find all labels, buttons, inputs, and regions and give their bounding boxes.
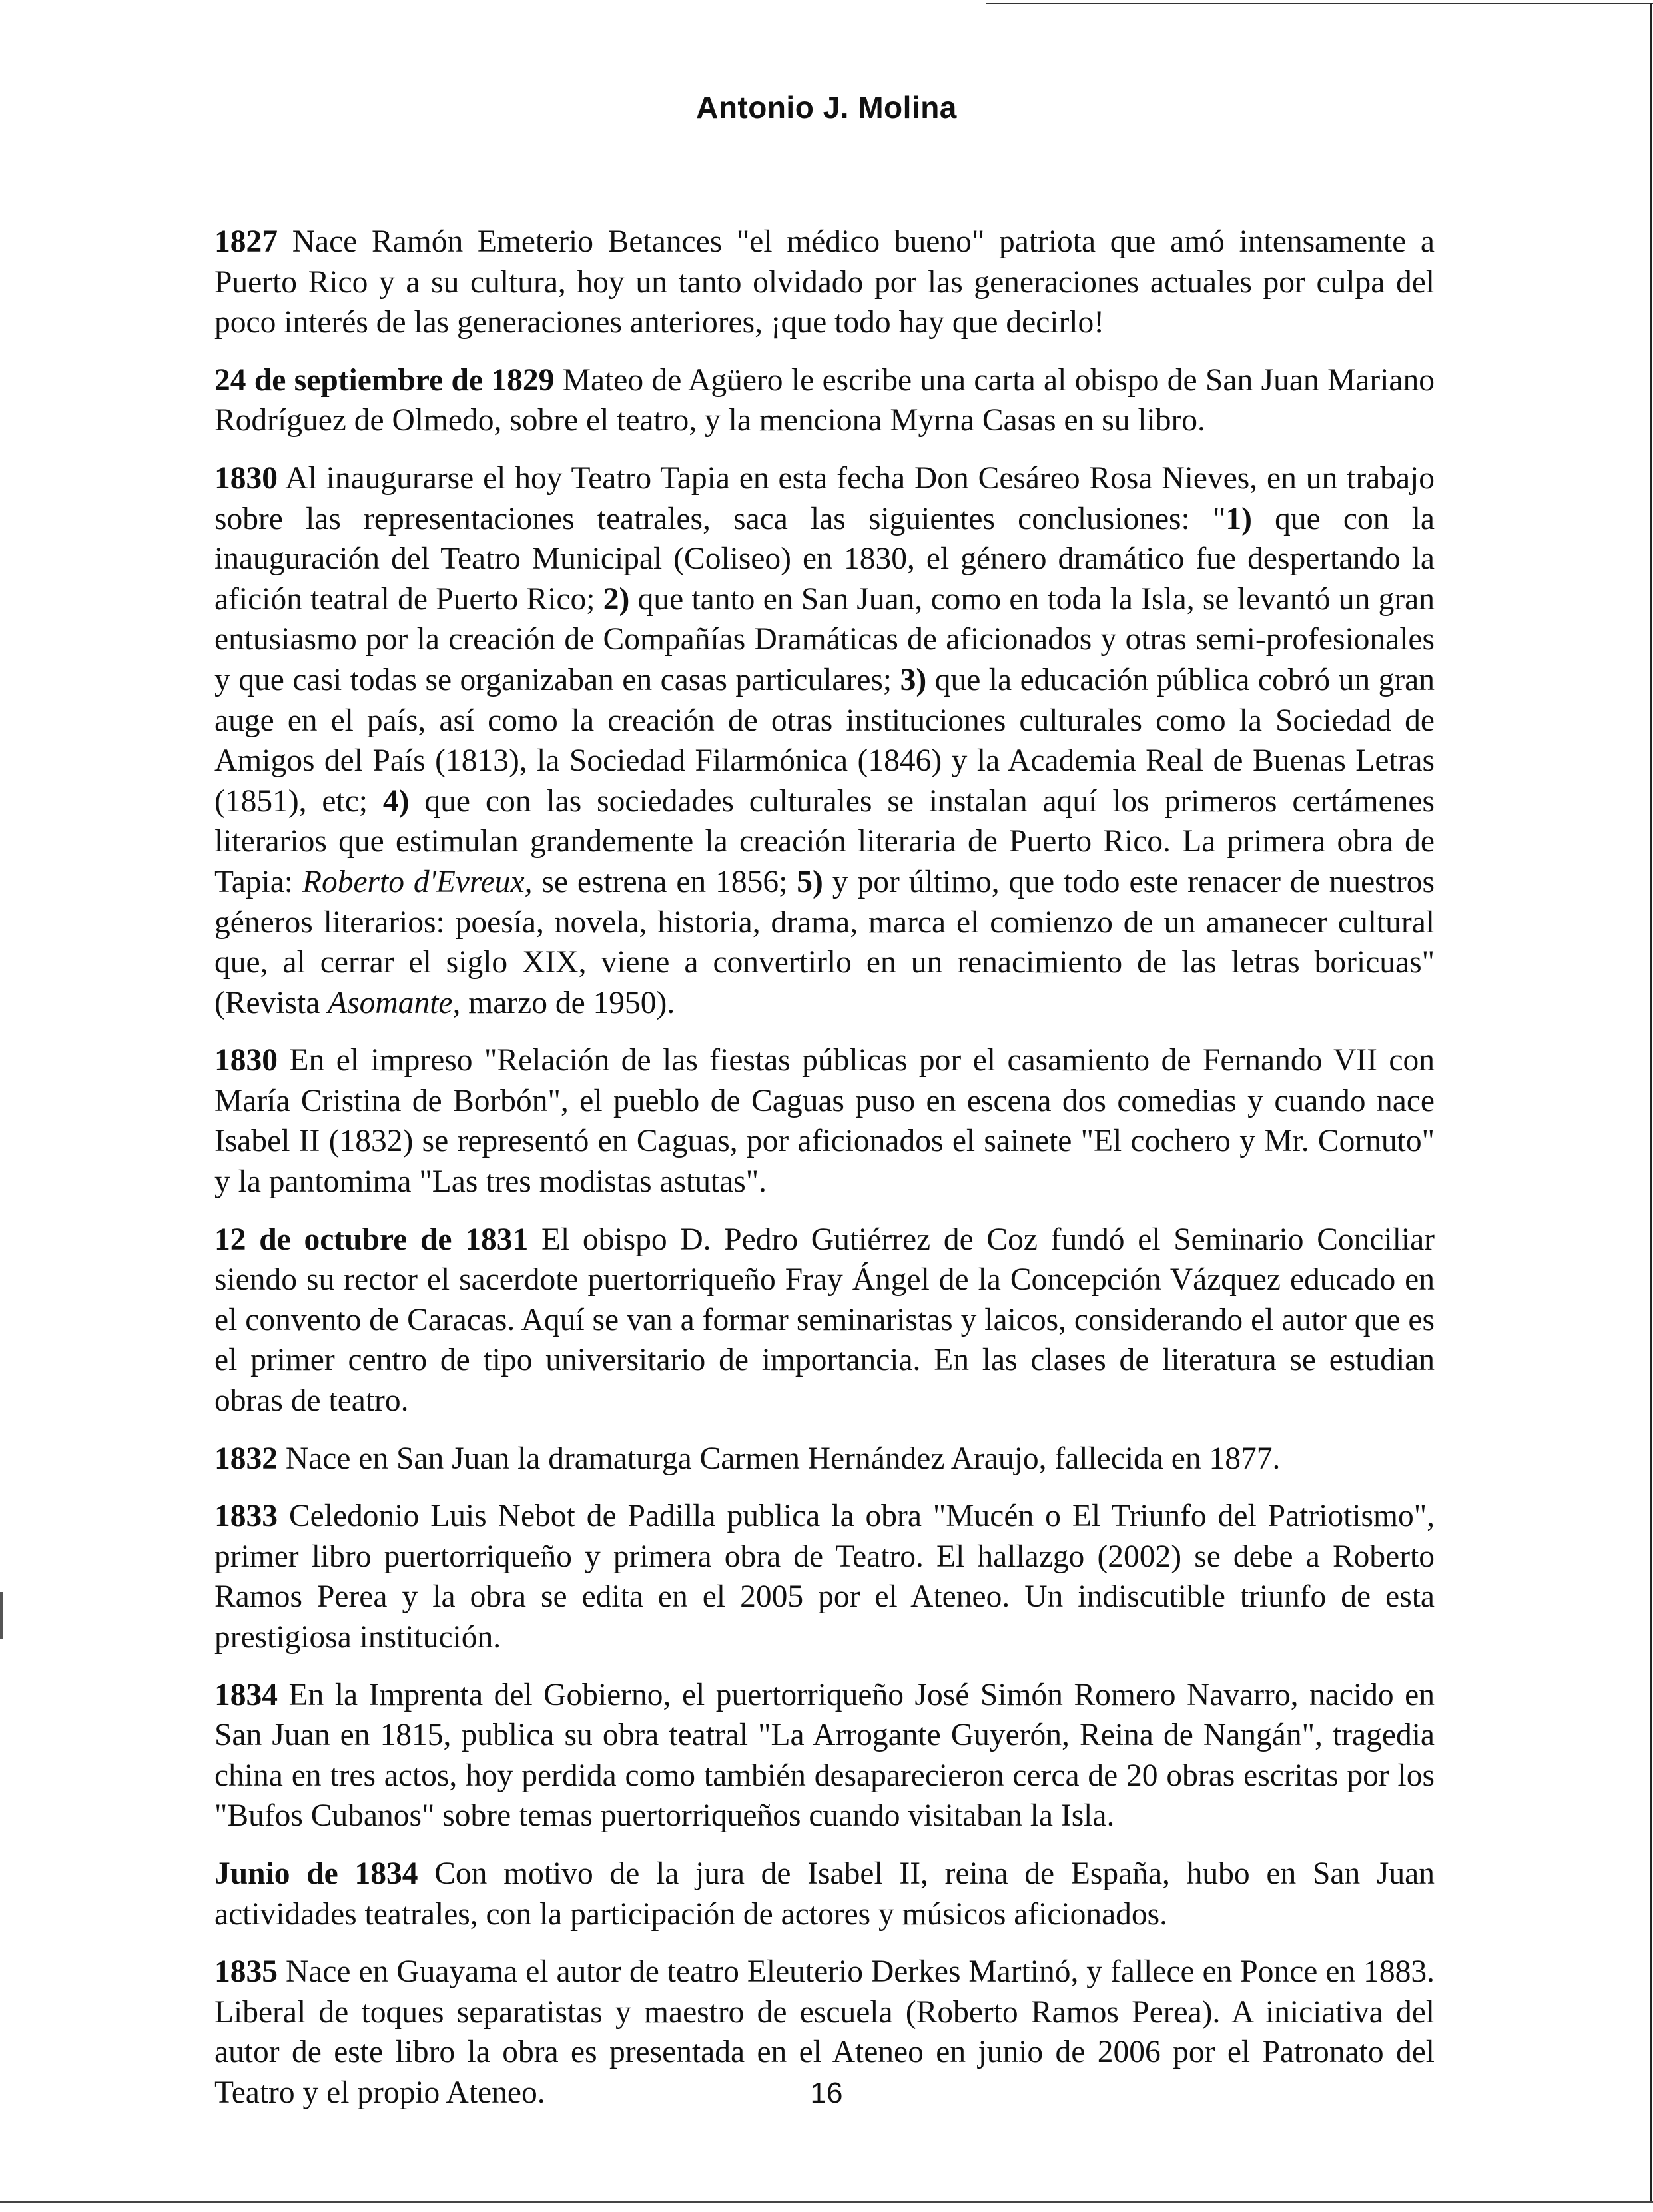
scan-edge-bottom	[0, 2201, 1653, 2203]
entry-text: El obispo D. Pedro Gutiérrez de Coz fundó el Seminario Conciliar siendo su rector el sacerdote puertorriqueño Fray Ángel de la Concepción Vázquez educado en el convento de Caracas. Aquí se van a formar seminaristas y laicos, considerando el autor que es el primer centro de tipo universitario de importancia. En las clases de literatura se estudian obras de teatro.	[214, 1222, 1435, 1419]
entry-1829	[214, 360, 1435, 441]
entry-date: 1830	[214, 460, 278, 496]
entry-text: Mateo de Agüero le escribe una carta al obispo de San Juan Mariano Rodríguez de Olmedo, sobre el teatro, y la menciona Myrna Casas en su libro.	[214, 362, 1435, 438]
entry-text: Nace en San Juan la dramaturga Carmen Hernández Araujo, fallecida en 1877.	[278, 1441, 1281, 1476]
entry-junio-1834	[214, 1854, 1435, 1934]
scan-margin-mark	[0, 1592, 3, 1639]
entry-1834	[214, 1675, 1435, 1836]
entry-text: Nace Ramón Emeterio Betances "el médico bueno" patriota que amó intensamente a Puerto Rico y a su cultura, hoy un tanto olvidado por las generaciones actuales por culpa del poco interés de las generaciones anteriores, ¡que todo hay que decirlo!	[214, 224, 1435, 340]
running-header: Antonio J. Molina	[696, 90, 957, 125]
entry-date: 1827	[214, 224, 278, 259]
entry-text: Celedonio Luis Nebot de Padilla publica la obra "Mucén o El Triunfo del Patriotismo", primer libro puertorriqueño y primera obra de Teatro. El hallazgo (2002) se debe a Roberto Ramos Perea y la obra se edita en el 2005 por el Ateneo. Un indiscutible triunfo de esta prestigiosa institución.	[214, 1499, 1435, 1655]
entry-text: En el impreso "Relación de las fiestas públicas por el casamiento de Fernando VII con María Cristina de Borbón", el pueblo de Caguas puso en escena dos comedias y cuando nace Isabel II (1832) se representó en Caguas, por aficionados el sainete "El cochero y Mr. Cornuto" y la pantomima "Las tres modistas astutas".	[214, 1043, 1435, 1200]
entry-1830-caguas	[214, 1040, 1435, 1202]
entry-1830-teatro-tapia: 1830 Al inaugurarse el hoy Teatro Tapia en esta fecha Don Cesáreo Rosa Nieves, en un trabajo sobre las representaciones teatrales, saca las siguientes conclusiones: "1) que con la inauguración del Teatro Municipal (Coliseo) en 1830, el género dramático fue despertando la afición teatral de Puerto Rico; 2) que tanto en San Juan, como en toda la Isla, se levantó un gran entusiasmo por la creación de Compañías Dramáticas de aficionados y otras semi-profesionales y que casi todas se organizaban en casas particulares; 3) que la educación pública cobró un gran auge en el país, así como la creación de otras instituciones culturales como la Sociedad de Amigos del País (1813), la Sociedad Filarmónica (1846) y la Academia Real de Buenas Letras (1851), etc; 4) que con las sociedades culturales se instalan aquí los primeros certámenes literarios que estimulan grandemente la creación literaria de Puerto Rico. La primera obra de Tapia: Roberto d'Evreux, se estrena en 1856; 5) y por último, que todo este renacer de nuestros géneros literarios: poesía, novela, historia, drama, marca el comienzo de un amanecer cultural que, al cerrar el siglo XIX, viene a convertirlo en un renacimiento de las letras boricuas" (Revista Asomante, marzo de 1950).	[214, 460, 1435, 1020]
entry-1833	[214, 1496, 1435, 1657]
entry-date: 24 de septiembre de 1829	[214, 362, 555, 398]
entry-date: 1834	[214, 1677, 278, 1712]
entry-text: En la Imprenta del Gobierno, el puertorriqueño José Simón Romero Navarro, nacido en San Juan en 1815, publica su obra teatral "La Arrogante Guyerón, Reina de Nangán", tragedia china en tres actos, hoy perdida como también desaparecieron cerca de 20 obras escritas por los "Bufos Cubanos" sobre temas puertorriqueños cuando visitaban la Isla.	[214, 1677, 1435, 1834]
entry-text: Nace en Guayama el autor de teatro Eleuterio Derkes Martinó, y fallece en Ponce en 1883. Liberal de toques separatistas y maestro de escuela (Roberto Ramos Perea). A iniciativa del autor de este libro la obra es presentada en el Ateneo en junio de 2006 por el Patronato del Teatro y el propio Ateneo.	[214, 1954, 1435, 2110]
scan-edge-right	[1650, 3, 1652, 2201]
conclusion-number: 2)	[603, 581, 630, 617]
scan-edge-top	[986, 3, 1653, 4]
entry-date: 12 de octubre de 1831	[214, 1222, 529, 1257]
chronology-text	[214, 222, 1435, 2131]
conclusion-number: 5)	[797, 864, 823, 899]
entry-text: Con motivo de la jura de Isabel II, reina de España, hubo en San Juan actividades teatrales, con la participación de actores y músicos aficionados.	[214, 1856, 1435, 1932]
page-number: 16	[810, 2077, 843, 2109]
entry-date: Junio de 1834	[214, 1856, 418, 1891]
entry-1832	[214, 1439, 1435, 1479]
entry-date: 1835	[214, 1954, 278, 1990]
conclusion-number: 1)	[1225, 501, 1252, 536]
entry-1827	[214, 222, 1435, 343]
entry-1831	[214, 1220, 1435, 1421]
journal-title: Asomante,	[328, 985, 461, 1020]
conclusion-number: 4)	[382, 783, 410, 819]
entry-date: 1830	[214, 1043, 278, 1078]
entry-date: 1833	[214, 1499, 278, 1534]
conclusion-number: 3)	[900, 662, 927, 697]
work-title: Roberto d'Evreux,	[302, 864, 533, 899]
entry-date: 1832	[214, 1441, 278, 1476]
